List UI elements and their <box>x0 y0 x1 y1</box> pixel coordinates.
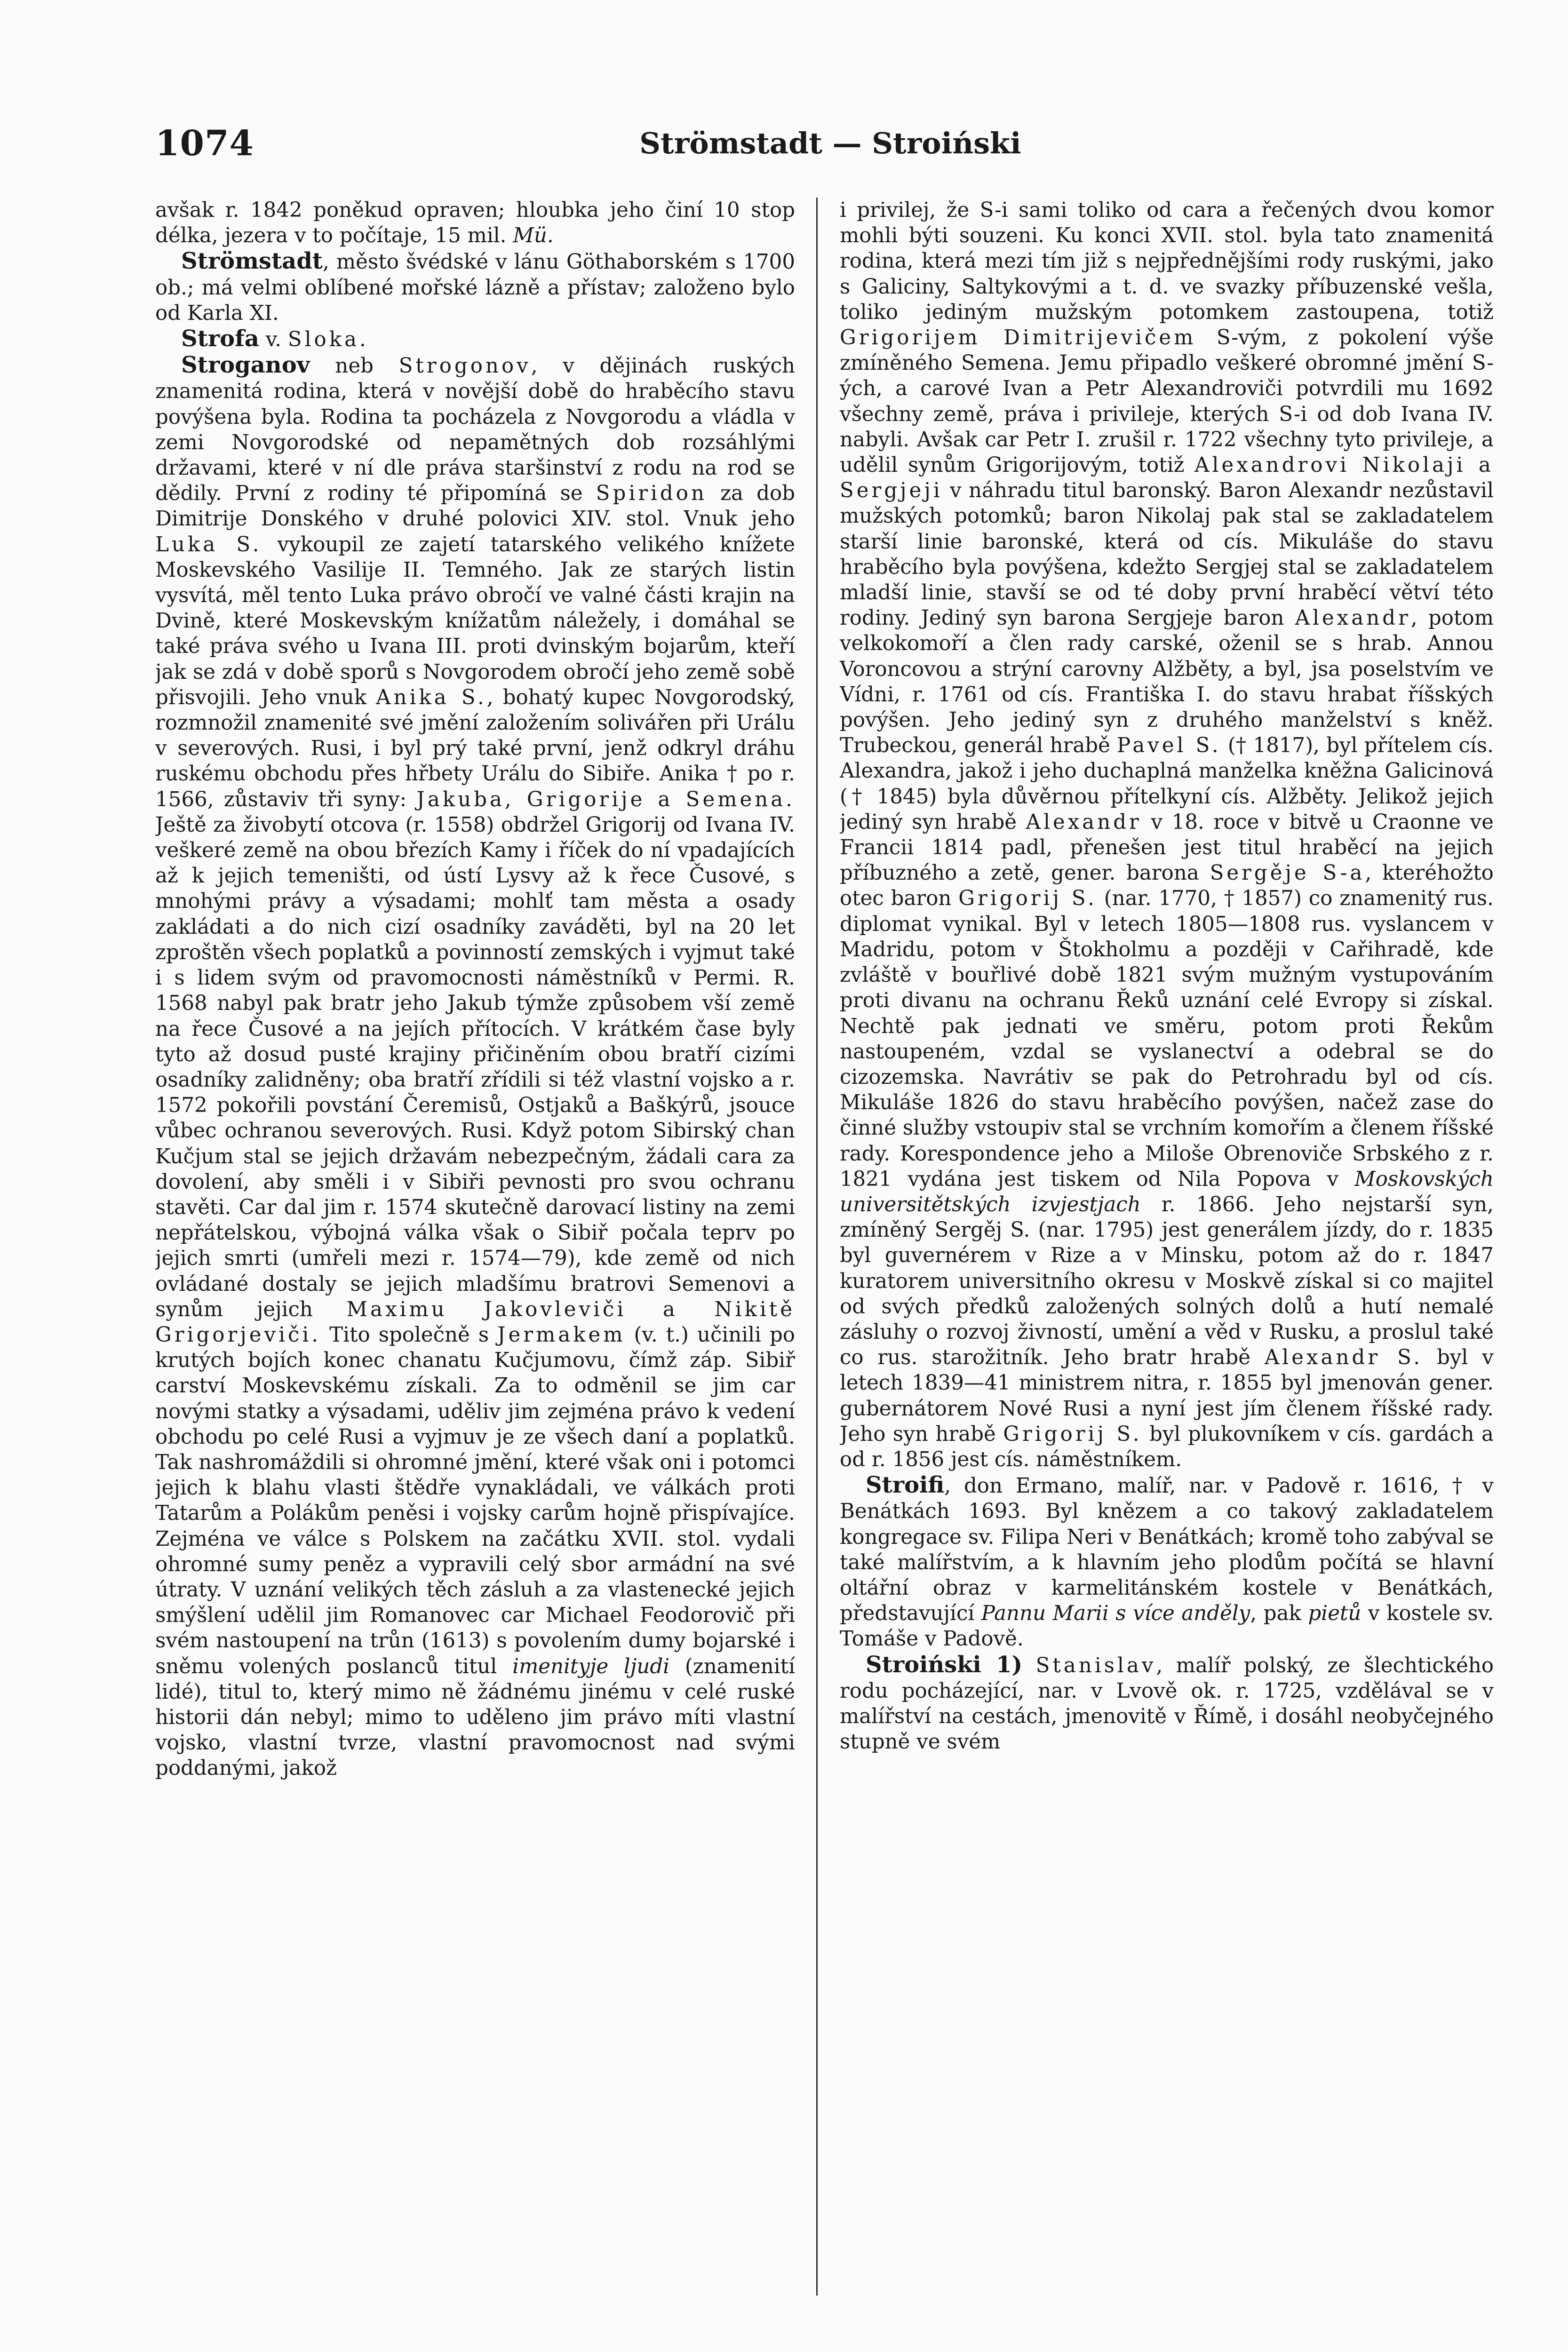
text-run: za dob Dimitrije Donského v druhé polovici XIV. stol. Vnuk jeho <box>155 482 795 531</box>
spaced-name: Maximu Jakovleviči a Nikitě Grigorjeviči. <box>155 1297 795 1347</box>
continued-paragraph <box>155 198 795 248</box>
text-run: (v. t.) učinili po krutých bojích konec chanatu Kučjumovu, čímž záp. Sibiř carství Moskevskému získali. Za to odměnil se jim car novými statky a výsadami, uděliv jim zejména právo k vedení obchodu po celé Rusi a vyjmuv je ze všech daní a poplatků. Tak nashromáždili si ohromné jmění, které však oni i potomci jejich k blahu vlasti štědře vynakládali, ve válkách proti Tatarům a Polákům peněsi i vojsky carům hojně přispívajíce. Zejména ve válce s Polskem na začátku XVII. stol. vydali ohromné sumy peněz a vypravili celý sbor armádní na své útraty. V uznání velikých těch zásluh a za vlastenecké jejich smýšlení udělil jim Romanovec car Michael Feodorovič při svém nastoupení na trůn (1613) s povolením dumy bojarské i sněmu volených poslanců titul <box>155 1323 795 1678</box>
italic-text: pietů <box>1308 1602 1361 1626</box>
text-run: Tito společně s <box>321 1323 498 1347</box>
text-run: byl v letech 1839—41 ministrem nitra, r. 1855 byl jmenován gener. gubernátorem Nové Rusi a nyní jest jím členem říšské rady. Jeho syn hrabě <box>840 1346 1494 1446</box>
italic-text: Pannu Marii s více anděly <box>981 1602 1250 1626</box>
entry-headword: Strofa <box>181 326 259 352</box>
text-run: v 18. roce v bitvě u Craonne ve Francii 1814 padl, přenešen jest titul hraběcí na jejich příbuzného a zetě, gener. barona <box>840 810 1494 885</box>
text-run: , don Ermano, malíř, nar. v Padově r. 1616, † v Benátkách 1693. Byl knězem a co takový zakladatelem kongregace sv. Filipa Neri v Benátkách; kromě toho zabýval se také malířstvím, a k hlavním jeho plodům počítá se hlavní oltářní obraz v karmelitánském kostele v Benátkách, představující <box>840 1474 1494 1626</box>
italic-text: imenityje ljudi <box>512 1654 670 1678</box>
text-run: i privilej, že S-i sami toliko od cara a řečených dvou komor mohli býti souzeni. Ku konci XVII. stol. byla tato znamenitá rodina, která mezi tím již s nejpřednějšími rody ruskými, jako s Galiciny, Saltykovými a t. d. ve svazky příbuzenské vešla, toliko jediným mužským potomkem zastoupena, totiž <box>840 199 1494 324</box>
encyclopedia-entry <box>840 1472 1494 1652</box>
left-column <box>155 198 795 2296</box>
encyclopedia-entry <box>840 1652 1494 1755</box>
text-run: , malíř polský, ze šlechtického rodu pocházející, nar. v Lvově ok. r. 1725, vzdělával se v malířství na cestách, jmenovitě v Římě, i dosáhl neobyčejného stupně ve svém <box>840 1653 1494 1754</box>
page-header <box>155 123 1505 166</box>
text-run: Ještě za živobytí otcova (r. 1558) obdržel Grigorij od Ivana IV. veškeré země na obou březích Kamy i říček do ní vpadajících až k jejich temeništi, od ústí Lysvy až k řece Čusové, s mnohými právy a výsadami; mohlť tam města a osady zakládati a do nich cizí osadníky zaváděti, byl na 20 let zproštěn všech poplatků a povinností zemských i vyjmut také i s lidem svým od pravomocnosti náměstníků v Permi. R. 1568 nabyl pak bratr jeho Jakub týmže způsobem vší země na řece Čusové a na jejích přítocích. V krátkém čase byly tyto až dosud pusté krajiny přičiněním obou bratří cizími osadníky zalidněny; oba bratří zřídili si též vlastní vojsko a r. 1572 pokořili povstání Čeremisů, Ostjaků a Baškýrů, jsouce vůbec ochranou severových. Rusi. Když potom Sibirský chan Kučjum stal se jejich državám nebezpečným, žádali cara za dovolení, aby směli i v Sibiři pevnosti pro svou ochranu stavěti. Car dal jim r. 1574 skutečně darovací listiny na zemi nepřátelskou, výbojná válka však o Sibiř počala teprv po jejich smrti (umřeli mezi r. 1574—79), kde země od nich ovládané dostaly se jejich mladšímu bratrovi Semenovi a synům jejich <box>155 813 795 1321</box>
entry-headword: Stroiński 1) <box>866 1651 1023 1678</box>
column-divider <box>816 198 818 2296</box>
page-number: 1074 <box>155 123 254 164</box>
text-run: (nar. 1770, † 1857) co znamenitý rus. diplomat vynikal. Byl v letech 1805—1808 rus. vyslancem v Madridu, potom v Štokholmu a později v Cařihradě, kde zvláště v bouřlivé době 1821 svým mužným vystupováním proti divanu na ochranu Řeků uznání celé Evropy si získal. Nechtě pak jednati ve směru, potom proti Řekům nastoupeném, vzdal se vyslanectví a odebral se do cizozemska. Navrátiv se pak do Petrohradu byl od cís. Mikuláše 1826 do stavu hraběcího povýšen, načež zase do činné služby vstoupiv stal se vrchním komořím a členem říšské rady. Korespondence jeho a Miloše Obrenoviče Srbského z r. 1821 vydána jest tiskem od Nila Popova v <box>840 887 1494 1191</box>
text-run: , potom velkokomoří a člen rady carské, oženil se s hrab. Annou Voroncovou a strýní carovny Alžběty, a byl, jsa poselstvím ve Vídni, r. 1761 od cís. Františka I. do stavu hrabat říšských povýšen. Jeho jediný syn z druhého manželství s kněž. Trubeckou, generál hrabě <box>840 606 1494 758</box>
text-run: avšak r. 1842 poněkud opraven; hloubka jeho činí 10 stop délka, jezera v to počítaje, 15 mil. <box>155 199 795 248</box>
continued-paragraph <box>840 198 1494 1472</box>
encyclopedia-entry <box>155 352 795 1781</box>
spaced-name: Stanislav <box>1035 1653 1156 1677</box>
text-run: vykoupil ze zajetí tatarského velikého knížete Moskevského Vasilije II. Temného. Jak ze starých listin vysvítá, měl tento Luka právo obročí ve valné části krajin na Dvině, které Moskevským knížatům náležely, i domáhal se také práva svého u Ivana III. proti dvinským bojarům, kteří jak se zdá v době sporů s Novgorodem obročí jeho země sobě přisvojili. Jeho vnuk <box>155 532 795 709</box>
spaced-name: Sergěje S-a <box>1210 861 1365 885</box>
text-run: byl plukovníkem v cís. gardách a od r. 1856 jest cís. náměstníkem. <box>840 1422 1494 1471</box>
text-run: r. 1866. Jeho nejstarší syn, zmíněný Sergěj S. (nar. 1795) jest generálem jízdy, do r. 1835 byl guvernérem v Rize a v Minsku, potom až do r. 1847 kuratorem universitního okresu v Moskvě získal si co majitel od svých předků založených solných dolů a hutí nemalé zásluhy o rozvoj živností, umění a věd v Rusku, a proslul také co rus. starožitník. Jeho bratr hrabě <box>840 1192 1494 1370</box>
right-column <box>840 198 1494 2296</box>
text-run: v náhradu titul baronský. Baron Alexandr nezůstavil mužských potomků; baron Nikolaj pak stal se zakladatelem starší linie baronské, která od cís. Mikuláše do stavu hraběcího byla povýšena, kdežto Sergjej stal se zakladatelem mladší linie, stavší se od té doby první hraběcí větví této rodiny. Jediný syn barona Sergjeje baron <box>840 479 1494 630</box>
text-columns <box>155 198 1505 2305</box>
italic-text: Moskovských universitětských izvjestjach <box>840 1167 1494 1216</box>
entry-headword: Stroifi <box>866 1472 945 1499</box>
spaced-name: Pavel S. <box>1117 734 1221 758</box>
spaced-name: Strogonov <box>398 354 531 378</box>
entry-headword: Strömstadt <box>181 248 323 275</box>
spaced-name: Sloka. <box>287 328 369 352</box>
text-run: , město švédské v lánu Göthaborském s 1700 ob.; má velmi oblíbené mořské lázně a přístav; založeno bylo od Karla XI. <box>155 250 795 325</box>
spaced-name: Alexandr <box>1026 810 1142 834</box>
text-run: († 1817), byl přítelem cís. Alexandra, jakož i jeho duchaplná manželka kněžna Galicinová († 1845) byla důvěrnou přítelkyní cís. Alžběty. Jelikož jejich jediný syn hrabě <box>840 734 1494 834</box>
spaced-name: Grigorij S. <box>1003 1422 1142 1446</box>
text-run: S-vým, z pokolení výše zmíněného Semena. Jemu připadlo veškeré obromné jmění S-ých, a carové Ivan a Petr Alexandroviči potvrdili mu 1692 všechny země, práva i privileje, kterých S-i od dob Ivana IV. nabyli. Avšak car Petr I. zrušil r. 1722 všechny tyto privileje, a udělil synům Grigorijovým, totiž <box>840 326 1494 477</box>
encyclopedia-entry <box>155 248 795 326</box>
text-run: , v dějinách ruských znamenitá rodina, která v novější době do hraběcího stavu povýšena byla. Rodina ta pocházela z Novgorodu a vládla v zemi Novgorodské od nepamětných dob rozsáhlými državami, které v ní dle práva staršinství z rodu na rod se dědily. První z rodiny té připomíná se <box>155 354 795 506</box>
text-run: , kteréhožto otec baron <box>840 861 1494 911</box>
text-run: , pak <box>1250 1602 1308 1626</box>
running-title: Strömstadt — Stroiński <box>639 126 1021 160</box>
encyclopedia-entry <box>155 326 795 352</box>
spaced-name: Alexandr S. <box>1264 1346 1423 1370</box>
spaced-name: Alexandrovi Nikolaji a Sergjeji <box>840 453 1494 503</box>
spaced-name: Luka S. <box>155 532 262 556</box>
text-run: , bohatý kupec Novgorodský, rozmnožil znamenité své jmění založením solivářen při Urálu v severových. Rusi, i byl prý také první, jenž odkryl dráhu ruskému obchodu přes hřbety Urálu do Sibiře. Anika † po r. 1566, zůstaviv tři syny: <box>155 685 795 811</box>
text-run: v. <box>259 328 288 352</box>
spaced-name: Jakuba, Grigorije a Semena. <box>416 787 795 811</box>
text-run: neb <box>310 354 399 378</box>
text-run: (znamenití lidé), titul to, který mimo ně žádnému jinému v celé ruské historii dán nebyl; mimo to uděleno jim právo míti vlastní vojsko, vlastní tvrze, vlastní pravomocnost nad svými poddanými, jakož <box>155 1654 795 1780</box>
spaced-name: Jermakem <box>497 1323 626 1347</box>
spaced-name: Spiridon <box>596 482 707 506</box>
spaced-name: Alexandr <box>1295 606 1411 630</box>
spaced-name: Grigorijem Dimitrijevičem <box>840 326 1196 350</box>
italic-text: Mü. <box>513 224 554 248</box>
text-run: v kostele sv. Tomáše v Padově. <box>840 1602 1494 1651</box>
entry-headword: Stroganov <box>181 352 310 379</box>
text-run <box>1022 1654 1035 1677</box>
spaced-name: Anika S. <box>376 685 487 709</box>
spaced-name: Grigorij S. <box>958 887 1097 911</box>
